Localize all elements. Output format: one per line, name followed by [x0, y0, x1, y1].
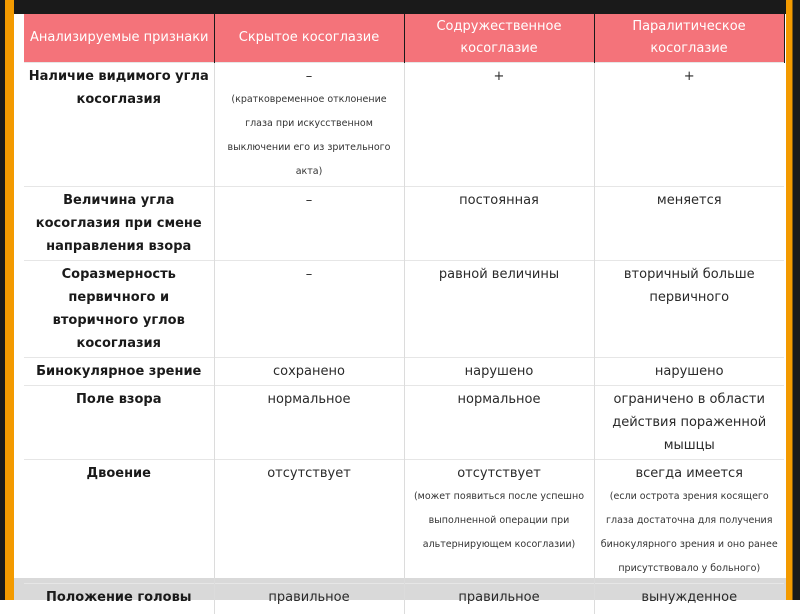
- strabismus-comparison-table: [24, 14, 785, 614]
- cell-concomitant: [404, 460, 594, 584]
- cell-paralytic: вынужденное: [594, 584, 784, 614]
- top-frame: [14, 0, 786, 14]
- row-label: Положение головы: [24, 584, 214, 614]
- cell-paralytic: ограничено в области действия пораженной мышцы: [594, 386, 784, 460]
- cell-latent: –: [214, 261, 404, 358]
- header-features: Анализируемые признаки: [24, 14, 214, 63]
- header-latent: Скрытое косоглазие: [214, 14, 404, 63]
- left-frame-edge: [0, 0, 14, 600]
- row-label: Наличие видимого угла косоглазия: [24, 63, 214, 187]
- row-label: Поле взора: [24, 386, 214, 460]
- cell-latent: сохранено: [214, 358, 404, 386]
- cell-concomitant: постоянная: [404, 187, 594, 261]
- right-frame-edge: [786, 0, 800, 600]
- cell-concomitant: +: [404, 63, 594, 187]
- header-concomitant: Содружественное косоглазие: [404, 14, 594, 63]
- cell-paralytic: [594, 460, 784, 584]
- row-label: Двоение: [24, 460, 214, 584]
- cell-concomitant: правильное: [404, 584, 594, 614]
- cell-concomitant: равной величины: [404, 261, 594, 358]
- cell-concomitant: нарушено: [404, 358, 594, 386]
- cell-paralytic: вторичный больше первичного: [594, 261, 784, 358]
- row-label: Бинокулярное зрение: [24, 358, 214, 386]
- cell-paralytic: нарушено: [594, 358, 784, 386]
- cell-concomitant: нормальное: [404, 386, 594, 460]
- cell-latent: нормальное: [214, 386, 404, 460]
- cell-value: отсутствует: [457, 466, 541, 481]
- cell-paralytic: +: [594, 63, 784, 187]
- cell-latent: отсутствует: [214, 460, 404, 584]
- cell-latent: [214, 63, 404, 187]
- cell-paralytic: меняется: [594, 187, 784, 261]
- row-label: Величина угла косоглазия при смене направления взора: [24, 187, 214, 261]
- table-row: [24, 63, 784, 187]
- cell-note: (если острота зрения косящего глаза достаточна для получения бинокулярного зрения и оно ранее присутствовало у больного): [600, 491, 778, 574]
- cell-latent: правильное: [214, 584, 404, 614]
- table-row: [24, 358, 784, 386]
- table-row: [24, 584, 784, 614]
- table-row: [24, 187, 784, 261]
- cell-note: (может появиться после успешно выполненной операции при альтернирующем косоглазии): [413, 491, 585, 550]
- row-label: Соразмерность первичного и вторичного углов косоглазия: [24, 261, 214, 358]
- cell-note: (кратковременное отклонение глаза при искусственном выключении его из зрительного акта): [227, 94, 391, 177]
- cell-latent: –: [214, 187, 404, 261]
- cell-value: –: [305, 69, 313, 84]
- cell-value: всегда имеется: [635, 466, 744, 481]
- table-header-row: [24, 14, 784, 63]
- table-row: [24, 386, 784, 460]
- table-row: [24, 261, 784, 358]
- header-paralytic: Паралитическое косоглазие: [594, 14, 784, 63]
- table-row: [24, 460, 784, 584]
